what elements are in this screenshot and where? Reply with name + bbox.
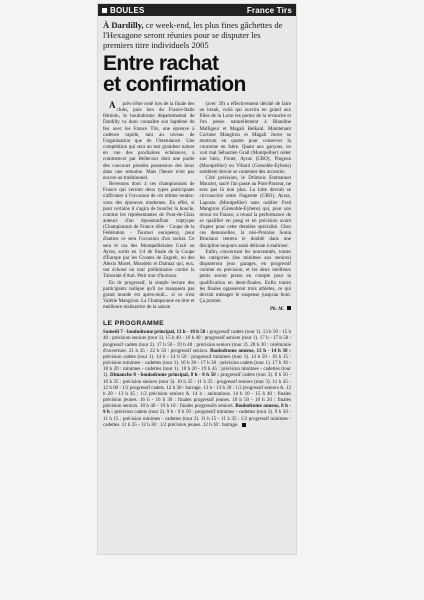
paragraph: Côté précision, le Drômois Emmanuel Mauclet, sacré l'an passé au Pont-Pastour, ne sera pas là non plus. La lutte devrait se circonscrire entre Nageotte (CRO), Ayraz, Laposta (Montpellier) sans oublier Fred Mangiron (Grenoble-Eybens) qui, pour son retour en France, a réussi la performance de se qualifier en peug et en précision avant d'opter pour cette dernière spécialité. Chez ces demoiselles, la néo-Protoise Sonia Bruniaux tentera le doublé dans une discipline toujours aussi délicate à maîtriser. — [199, 174, 291, 249]
end-square-icon — [287, 306, 291, 310]
programme-text: précision cadets (tour 2). 9 h - 9 h 50 : progressif minimes - cadettes (tour 2). 9 h 50 - 11 h 15 : précision minimes - cadettes (tour 2). 11 h 15 - 11 h 35 : 1/2 progressif minimes - cadettes. 11 h 35 - 12 h 30 : 1/2 précision jeunes. 12 h 30 : barrage. — [103, 409, 291, 428]
article-column-2 — [200, 101, 292, 312]
paragraph: Revenons donc à ces championnats de France qui verront deux types participants s'affronter à l'occasion de cet ultime rendez-vous des épreuves modernes. En effet, si pour certains il s'agira de boucler la boucle, comme les représentantes de Pont-de-Claix auteurs d'un époustouflant triptyque (Championnat de France élite - Coupe de la Fédération - Tournoi européen), pour d'autres ce sera l'occasion d'un rachat. Ce sera le cas des Montpelliéraine Grail ou Ayraz, sortis en 1/4 de finale de la Coupe d'Europe par les Croates de Zagreb, ou des Alexis Morel, Mondeln et Dalmaz qui, eux, ont échoué en tour préliminaire contre la Tuboside d'Asti. Petit tour d'horizon. — [103, 181, 195, 280]
paragraph — [103, 101, 195, 181]
article-body — [103, 101, 291, 312]
programme-text: progressif cadets (tour 3). 8 h 50 - 10 h 35 : précision seniors (tour 3). 10 h 35 - 11 h 35 : progressif seniors (tour 3). 11 h 45 - 12 h 00 : 1/2 progressif cadets. 12 h 30 : barrage. 13 h - 13 h 20 : 1/2 progressif seniors A. 13 h 20 - 13 h 45 : 1/2 précision seniors A. 14 h : animations. 14 h 10 - 15 h 40 : finales précision jeunes. 16 h - 16 h 30 : finales progressif jeunes. 16 h 50 - 18 h 20 : finales précision seniors. 18 h 40 - 19 h 10 : finales progressifs seniors. — [103, 372, 292, 410]
programme-head: Boulodrome annexe, 13 h - 14 h 30 : — [210, 347, 291, 354]
programme-body — [103, 329, 291, 428]
lede — [103, 20, 291, 50]
headline-line-1: Entre rachat — [103, 52, 219, 75]
square-icon — [102, 8, 107, 13]
lede-text: ce week-end, les plus fines gâchettes de l'Hexagone seront réunies pour se disputer les premiers titre individuels 2005 — [103, 20, 283, 50]
paragraph-text: près s'être rodé lors de la finale des clubs, puis lors du France-Italie féminin, le boulodrome départemental de Dardilly va donc connaître son baptême du feu avec les France Tirs, une épreuve à cadence rapide, tant au niveau de l'organisation que de l'intendance. Une compétition qui sera un test grandeur nature en vue des prochaines échéances, à commencer par Bellecour dont une partie des concours prendra possession des lieux dans une semaine. Mais l'heure n'est pas encore au traditionnel. — [103, 101, 195, 181]
programme-text: progressif cadets (tour 1). 13 h 50 - 15 h 40 : précision seniors (tour 1). 15 h 40 - 16 h 40 : progressif seniors (tour 1). 17 h - 17 h 50 : progressif cadets (tour 2). 17 h 50 - 19 h 40 : précision seniors (tour 2). 20 h 30 : cérémonie d'ouverture. 21 h 45 - 22 h 50 : progressif seniors. — [103, 329, 291, 354]
article-column-1 — [103, 101, 195, 312]
signature — [200, 306, 292, 312]
paragraph: Enfin, concernant les nouveautés, toutes les catégories (les minimes aux seniors) disputeront jeux garages, en progressif comme en précision, et les deux meilleurs petits seront prises en compte pour la qualification en demi-finales. Enfin toutes les finales opposeront trois athlètes, ce qui devrait ménager le suspense jusqu'au bout. Ça promet. — [199, 248, 291, 304]
headline — [103, 53, 291, 95]
drop-cap: A — [109, 100, 116, 110]
end-square-icon — [242, 423, 246, 427]
programme-head: Boulodrome annexe, 8 h - 9 h : — [103, 403, 292, 416]
headline-line-2: et confirmation — [103, 73, 246, 96]
programme-text: précision cadets (tour 1). 14 h - 14 h 50 : progressif minimes (tour 1). 14 h 50 - 16 h 15 : précision minimes - cadettes (tour 1). 16 h 30 - 17 h 30 : précision cadets (tour 1). 17 h 30 - 18 h 20 : minimes - cadettes (tour 1). 18 h 20 - 19 h 45 : précision minimes - cadettes (tour 1). — [103, 353, 291, 379]
paragraph: (avec 39) a effectivement décidé de faire un break, voilà qui ouvrira en grand aux filles de la Loire les portes de la revanche et l'on pense naturellement à Blandine Malligeur et Magali Belkaid. Maintenant Corinne Mangiron et Magali Jouve se mettront en quatre pour conserver la couronne en Isère. Quant aux garçons, on voit mal Sébastien Grail (Montpellier) céder son bien, Pouet, Ayraz (CRO), Pingeon (Montpellier) ou Villard (Grenoble-Eybens) semblent devoir se contenter des accessits. — [199, 101, 291, 175]
newspaper-clipping — [98, 4, 296, 554]
section-label: BOULES — [102, 6, 145, 15]
lede-place: À Dardilly, — [103, 20, 144, 30]
category-label: France Tirs — [246, 5, 292, 15]
section-header — [98, 4, 296, 16]
programme-title: LE PROGRAMME — [103, 320, 165, 328]
programme-head: Samedi 7 - boulodrome principal, 13 h - 18 h 50 : — [103, 329, 209, 336]
programme-head: Dimanche 8 - boulodrome principal, 8 h - 8 h 50 : — [110, 372, 219, 379]
signature-text: Ph. M. — [269, 306, 284, 313]
paragraph: En tir progressif, la simple lecture des participants indique qu'il ne manquera pas grand monde est après-midi... si ce n'est Valérie Mangiron. La Champsonne en titre et meilleure réalisatrice de la saison — [103, 279, 195, 311]
